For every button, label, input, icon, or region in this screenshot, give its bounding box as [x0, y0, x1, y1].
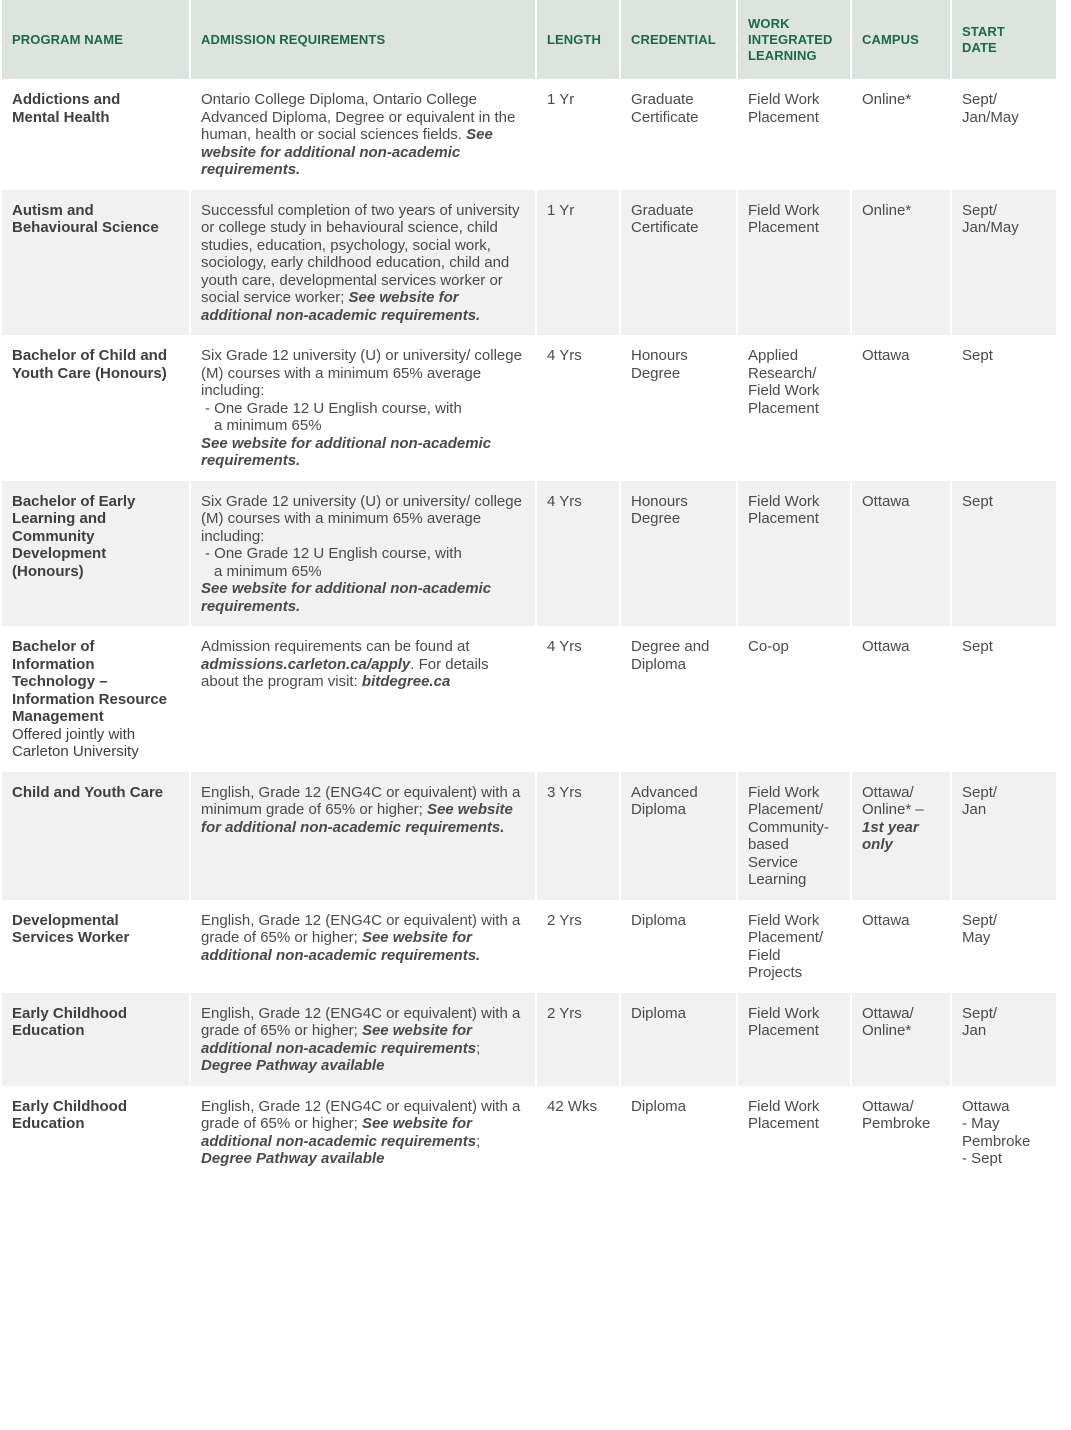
- program-name: Bachelor of Early Learning and Community Development (Honours): [2, 481, 189, 627]
- program-website-link[interactable]: bitdegree.ca: [361, 673, 451, 690]
- header-start-line: DATE: [962, 39, 997, 55]
- wil-line: Field Work: [748, 1004, 820, 1022]
- program-length: 2 Yrs: [537, 993, 619, 1086]
- credential-line: Certificate: [631, 108, 699, 126]
- credential: [621, 335, 736, 481]
- admissions-link[interactable]: admissions.carleton.ca/apply: [201, 655, 411, 673]
- table-row: [2, 626, 1056, 772]
- credential-line: Honours: [631, 347, 688, 364]
- program-name-line: Bachelor of Information Technology – Information Resource Management: [12, 638, 168, 725]
- requirement-separator: ;: [476, 1132, 481, 1150]
- start-date: Sept: [962, 347, 993, 364]
- admission-requirements: [191, 772, 535, 900]
- program-length: 3 Yrs: [537, 772, 619, 900]
- requirement-text: English, Grade 12 (ENG4C or equivalent) with a grade of 65% or higher;: [201, 1097, 521, 1132]
- requirement-text: English, Grade 12 (ENG4C or equivalent) with a grade of 65% or higher;: [201, 911, 521, 946]
- requirement-note: See website for additional non-academic requirements.: [201, 289, 481, 324]
- requirement-text: Successful completion of two years of university or college study in behavioural science, child studies, education, psychology, social work, sociology, early childhood education, child and youth care, developmental services worker or social service worker;: [201, 201, 520, 306]
- program-name-line: Education: [12, 1115, 85, 1132]
- table-row: [2, 1086, 1056, 1179]
- program-name-line: Bachelor of Child and: [12, 347, 168, 364]
- header-credential: CREDENTIAL: [621, 0, 736, 79]
- campus-line: Online* –: [862, 801, 924, 818]
- header-start-date: [952, 0, 1056, 79]
- campus-line: Pembroke: [862, 1115, 931, 1132]
- wil-line: Applied: [748, 347, 799, 364]
- credential-line: Advanced: [631, 783, 698, 801]
- start-date: [952, 993, 1056, 1086]
- credential-line: Graduate: [631, 91, 694, 108]
- work-integrated-learning: [738, 79, 850, 190]
- program-name-line: Mental Health: [12, 108, 110, 126]
- credential-line: Graduate: [631, 201, 694, 219]
- start-line: Jan: [962, 801, 987, 818]
- program-name: [2, 79, 189, 190]
- admission-requirements: [191, 1086, 535, 1179]
- header-admission-requirements: ADMISSION REQUIREMENTS: [191, 0, 535, 79]
- requirement-text: Six Grade 12 university (U) or university/ college (M) courses with a minimum 65% average including:: [201, 492, 522, 545]
- wil-line: Research/: [748, 364, 817, 382]
- campus-line: Ottawa/: [862, 1097, 914, 1115]
- wil-line: Field Work: [748, 201, 820, 219]
- wil-line: Placement: [748, 108, 819, 126]
- credential-line: Degree: [631, 510, 681, 527]
- admission-requirements: [191, 993, 535, 1086]
- header-work-integrated-learning: [738, 0, 850, 79]
- start-date: [952, 772, 1056, 900]
- requirement-bullet: - One Grade 12 U English course, with: [205, 545, 462, 562]
- requirement-note: See website for additional non-academic requirements.: [201, 929, 481, 964]
- table-row: [2, 481, 1056, 627]
- program-name-line: Addictions and: [12, 91, 121, 108]
- admission-requirements: [191, 190, 535, 336]
- work-integrated-learning: [738, 993, 850, 1086]
- header-wil-line: WORK: [748, 15, 790, 31]
- admission-requirements: [191, 335, 535, 481]
- start-line: Sept/: [962, 911, 998, 929]
- start-line: Jan: [962, 1022, 987, 1039]
- requirement-note: See website for additional non-academic requirements: [201, 1115, 477, 1150]
- work-integrated-learning: [738, 190, 850, 336]
- program-length: 1 Yr: [547, 91, 575, 108]
- credential-line: Diploma: [631, 655, 687, 673]
- requirement-note: See website for additional non-academic requirements: [201, 1022, 477, 1057]
- wil-line: Field Work: [748, 492, 820, 510]
- start-date: Sept: [952, 481, 1056, 627]
- program-name-line: Behavioural Science: [12, 219, 159, 236]
- start-date: [952, 1086, 1056, 1179]
- program-length: 2 Yrs: [547, 911, 582, 929]
- start-date: [952, 190, 1056, 336]
- header-campus: CAMPUS: [852, 0, 950, 79]
- table-header-row: [2, 0, 1056, 79]
- header-program-name: PROGRAM NAME: [2, 0, 189, 79]
- work-integrated-learning: Field Work Placement/ Community-based Service Learning: [738, 772, 850, 900]
- work-integrated-learning: Co-op: [748, 638, 789, 655]
- requirement-text: Ontario College Diploma, Ontario College Advanced Diploma, Degree or equivalent in the human, health or social sciences fields.: [201, 91, 516, 143]
- program-name: [2, 900, 189, 993]
- program-length: 42 Wks: [547, 1097, 598, 1115]
- campus: Ottawa: [862, 638, 910, 655]
- admission-requirements: [191, 900, 535, 993]
- admission-requirements: [191, 481, 535, 627]
- program-length: 4 Yrs: [547, 347, 582, 364]
- program-name-line: Youth Care (Honours): [12, 364, 167, 382]
- campus: [852, 1086, 950, 1179]
- work-integrated-learning: [738, 481, 850, 627]
- program-name: [2, 626, 189, 772]
- header-start-line: START: [962, 23, 1005, 39]
- wil-line: Placement: [748, 1022, 819, 1039]
- start-date: [952, 900, 1056, 993]
- credential-line: Degree and: [631, 638, 710, 655]
- wil-line: Field Work: [748, 91, 820, 108]
- credential: Diploma: [631, 911, 687, 929]
- header-length: LENGTH: [537, 0, 619, 79]
- wil-line: Field Work: [748, 911, 820, 929]
- start-line: Sept/: [962, 91, 998, 108]
- program-name-line: Developmental: [12, 911, 119, 929]
- table-row: [2, 335, 1056, 481]
- credential: [621, 190, 736, 336]
- work-integrated-learning: [738, 335, 850, 481]
- requirement-text: . For details about the program visit:: [201, 655, 489, 690]
- requirement-note: See website for additional non-academic requirements.: [201, 434, 492, 469]
- credential: Diploma: [621, 993, 736, 1086]
- start-line: Ottawa: [962, 1097, 1010, 1115]
- start-date: [952, 79, 1056, 190]
- requirement-note: See website for additional non-academic requirements.: [201, 801, 513, 836]
- credential-line: Certificate: [631, 219, 699, 236]
- campus: Ottawa: [852, 481, 950, 627]
- wil-line: Field Work: [748, 1097, 820, 1115]
- wil-line: Field Work: [748, 382, 820, 399]
- work-integrated-learning: [738, 1086, 850, 1179]
- requirement-bullet: - One Grade 12 U English course, with: [205, 399, 462, 417]
- wil-line: Placement: [748, 219, 819, 236]
- start-line: - Sept: [962, 1150, 1003, 1167]
- requirement-bullet: a minimum 65%: [214, 417, 322, 434]
- degree-pathway-note: Degree Pathway available: [201, 1150, 385, 1167]
- requirement-text: Six Grade 12 university (U) or university/ college (M) courses with a minimum 65% average including:: [201, 347, 522, 399]
- program-length: 1 Yr: [537, 190, 619, 336]
- campus: Ottawa: [862, 911, 910, 929]
- requirement-text: Admission requirements can be found at: [201, 638, 470, 655]
- wil-line: Projects: [748, 964, 803, 981]
- program-name: [2, 993, 189, 1086]
- start-line: Sept/: [962, 1004, 998, 1022]
- credential: [621, 772, 736, 900]
- table-row: [2, 993, 1056, 1086]
- requirement-separator: ;: [476, 1039, 481, 1057]
- requirement-text: English, Grade 12 (ENG4C or equivalent) with a grade of 65% or higher;: [201, 1004, 521, 1039]
- campus: Online*: [852, 190, 950, 336]
- header-wil-line: LEARNING: [748, 47, 817, 63]
- program-name-line: Autism and: [12, 201, 94, 219]
- program-length: 4 Yrs: [547, 638, 582, 655]
- program-name-line: Services Worker: [12, 929, 130, 946]
- table-row: [2, 772, 1056, 900]
- degree-pathway-note: Degree Pathway available: [201, 1057, 385, 1074]
- requirement-text: English, Grade 12 (ENG4C or equivalent) with a minimum grade of 65% or higher;: [201, 783, 521, 818]
- credential-line: Diploma: [631, 801, 687, 818]
- credential: Diploma: [631, 1097, 687, 1115]
- campus-line: Ottawa/: [862, 1004, 914, 1022]
- work-integrated-learning: [738, 900, 850, 993]
- requirement-note: See website for additional non-academic requirements.: [201, 126, 493, 178]
- program-name: [2, 1086, 189, 1179]
- requirement-bullet: a minimum 65%: [214, 562, 322, 580]
- table-row: [2, 190, 1056, 336]
- campus: Ottawa: [862, 347, 910, 364]
- start-line: Jan/May: [962, 219, 1019, 236]
- wil-line: Placement: [748, 510, 819, 527]
- program-name: Child and Youth Care: [2, 772, 189, 900]
- start-line: May: [962, 929, 991, 946]
- credential: [621, 481, 736, 627]
- wil-line: Field: [748, 946, 781, 964]
- wil-line: Placement: [748, 1115, 819, 1132]
- program-length: 4 Yrs: [537, 481, 619, 627]
- wil-line: Placement/: [748, 929, 824, 946]
- requirement-note: See website for additional non-academic requirements.: [201, 580, 492, 615]
- table-row: [2, 900, 1056, 993]
- admission-requirements: [191, 79, 535, 190]
- start-line: Sept/: [962, 783, 998, 801]
- program-name-subtitle: Offered jointly with Carleton University: [12, 725, 139, 760]
- start-line: Pembroke: [962, 1132, 1031, 1150]
- campus: [852, 993, 950, 1086]
- campus-note: 1st year only: [862, 818, 919, 853]
- program-name-line: Early Childhood: [12, 1004, 128, 1022]
- credential-line: Honours: [631, 492, 688, 510]
- program-name: [2, 335, 189, 481]
- start-line: Jan/May: [962, 108, 1019, 126]
- admission-requirements: [191, 626, 535, 772]
- start-date: Sept: [962, 638, 993, 655]
- start-line: Sept/: [962, 201, 998, 219]
- wil-line: Placement: [748, 399, 819, 417]
- table-row: [2, 79, 1056, 190]
- campus: Online*: [862, 91, 912, 108]
- program-name-line: Education: [12, 1022, 85, 1039]
- campus-line: Ottawa/: [862, 783, 914, 801]
- program-name-line: Early Childhood: [12, 1097, 128, 1115]
- start-line: - May: [962, 1115, 1000, 1132]
- credential: [621, 626, 736, 772]
- campus-line: Online*: [862, 1022, 912, 1039]
- program-name: [2, 190, 189, 336]
- credential-line: Degree: [631, 364, 681, 382]
- header-wil-line: INTEGRATED: [748, 31, 833, 47]
- credential: [621, 79, 736, 190]
- campus: [852, 772, 950, 900]
